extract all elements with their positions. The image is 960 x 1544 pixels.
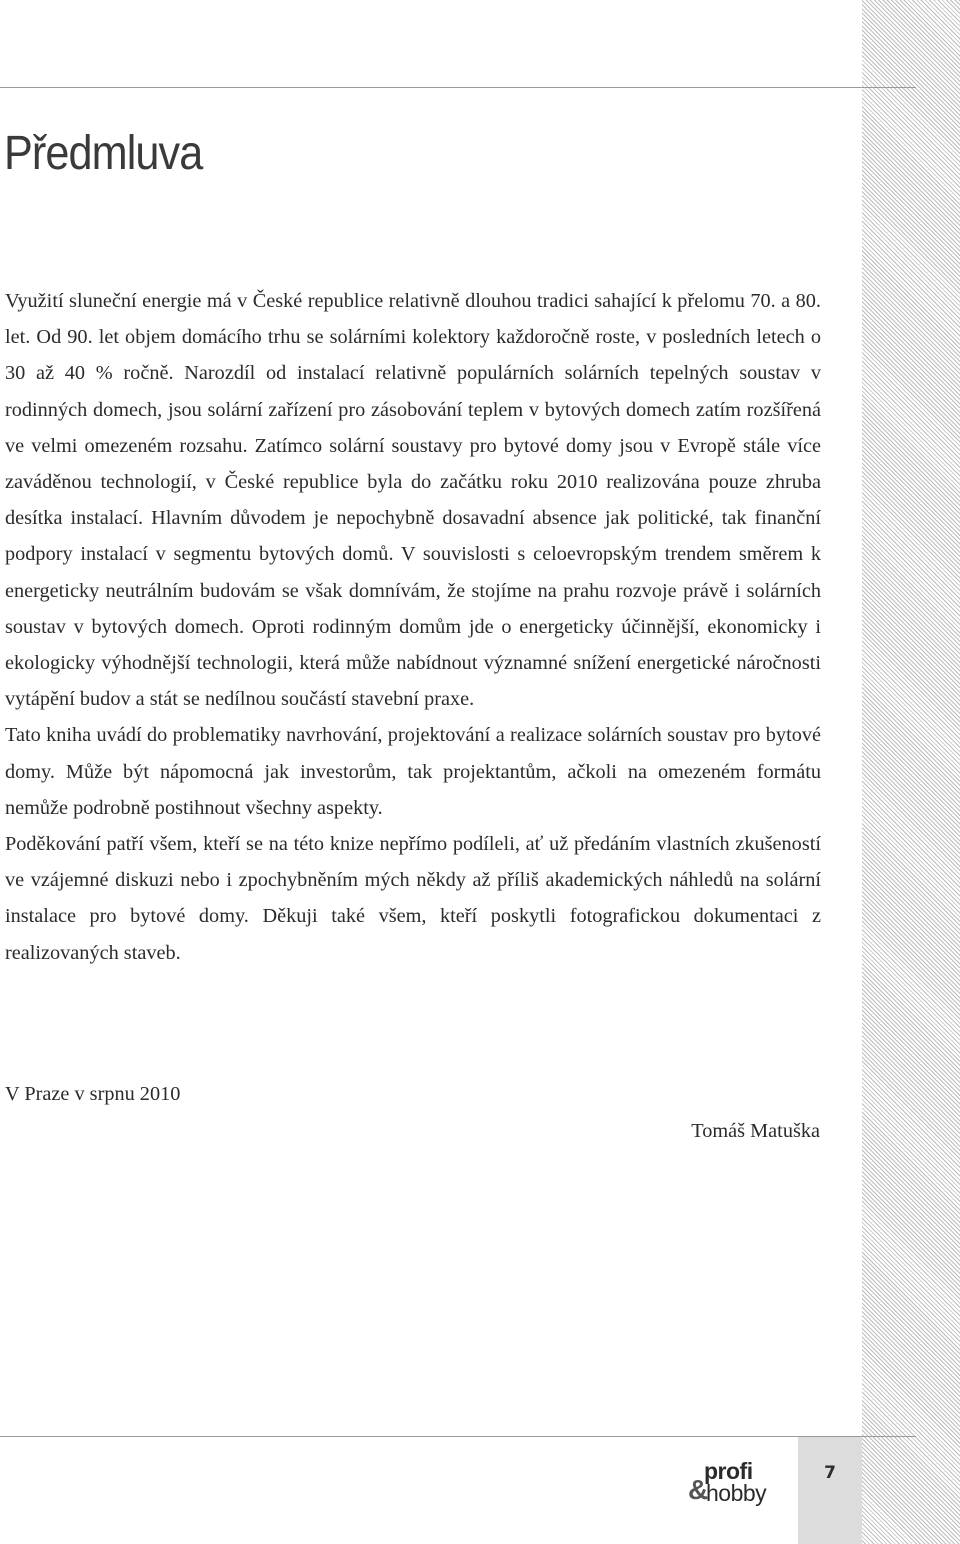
- paragraph-intro: Využití sluneční energie má v České republice relativně dlouhou tradici sahající k přelomu 70. a 80. let. Od 90. let objem domácího trhu se solárními kolektory každoročně roste, v posledních letech o 30 až 40 % ročně. Narozdíl od instalací relativně populárních solárních tepelných soustav v rodinných domech, jsou solární zařízení pro zásobování teplem v bytových domech zatím rozšířená ve velmi omezeném rozsahu. Zatímco solární soustavy pro bytové domy jsou v Evropě stále více zaváděnou technologií, v České republice byla do začátku roku 2010 realizována pouze zhruba desítka instalací. Hlavním důvodem je nepochybně dosavadní absence jak politické, tak finanční podpory instalací v segmentu bytových domů. V souvislosti s celoevropským trendem směrem k energeticky neutrálním budovám se však domnívám, že stojíme na prahu rozvoje právě i solárních soustav v bytových domech. Oproti rodinným domům jde o energeticky účinnější, ekonomicky i ekologicky výhodnější technologii, která může nabídnout významné snížení energetické náročnosti vytápění budov a stát se nedílnou součástí stavební praxe.: [5, 290, 821, 711]
- logo-hobby: hobby: [706, 1480, 767, 1506]
- page-number-box: [798, 1437, 862, 1544]
- page-number: 7: [824, 1463, 836, 1483]
- top-divider: [0, 87, 916, 88]
- decorative-hatch-margin: [862, 0, 960, 1544]
- page-title: Předmluva: [4, 127, 203, 180]
- logo-profi: profi: [704, 1458, 753, 1484]
- bottom-divider: [0, 1436, 916, 1437]
- paragraph-acknowledgements: Poděkování patří všem, kteří se na této knize nepřímo podíleli, ať už předáním vlastních zkušeností ve vzájemné diskuzi nebo i zpochybněním mých někdy až příliš akademických náhledů na solární instalace pro bytové domy. Děkuji také všem, kteří poskytli fotografickou dokumentaci z realizovaných staveb.: [5, 833, 821, 964]
- logo-ampersand: &: [688, 1474, 709, 1505]
- place-date: V Praze v srpnu 2010: [5, 1083, 181, 1105]
- body-text: [5, 283, 821, 971]
- publisher-logo: [688, 1458, 778, 1510]
- paragraph-book-scope: Tato kniha uvádí do problematiky navrhování, projektování a realizace solárních soustav pro bytové domy. Může být nápomocná jak investorům, tak projektantům, ačkoli na omezeném formátu nemůže podrobně postihnout všechny aspekty.: [5, 724, 821, 819]
- author-signature: Tomáš Matuška: [691, 1120, 820, 1142]
